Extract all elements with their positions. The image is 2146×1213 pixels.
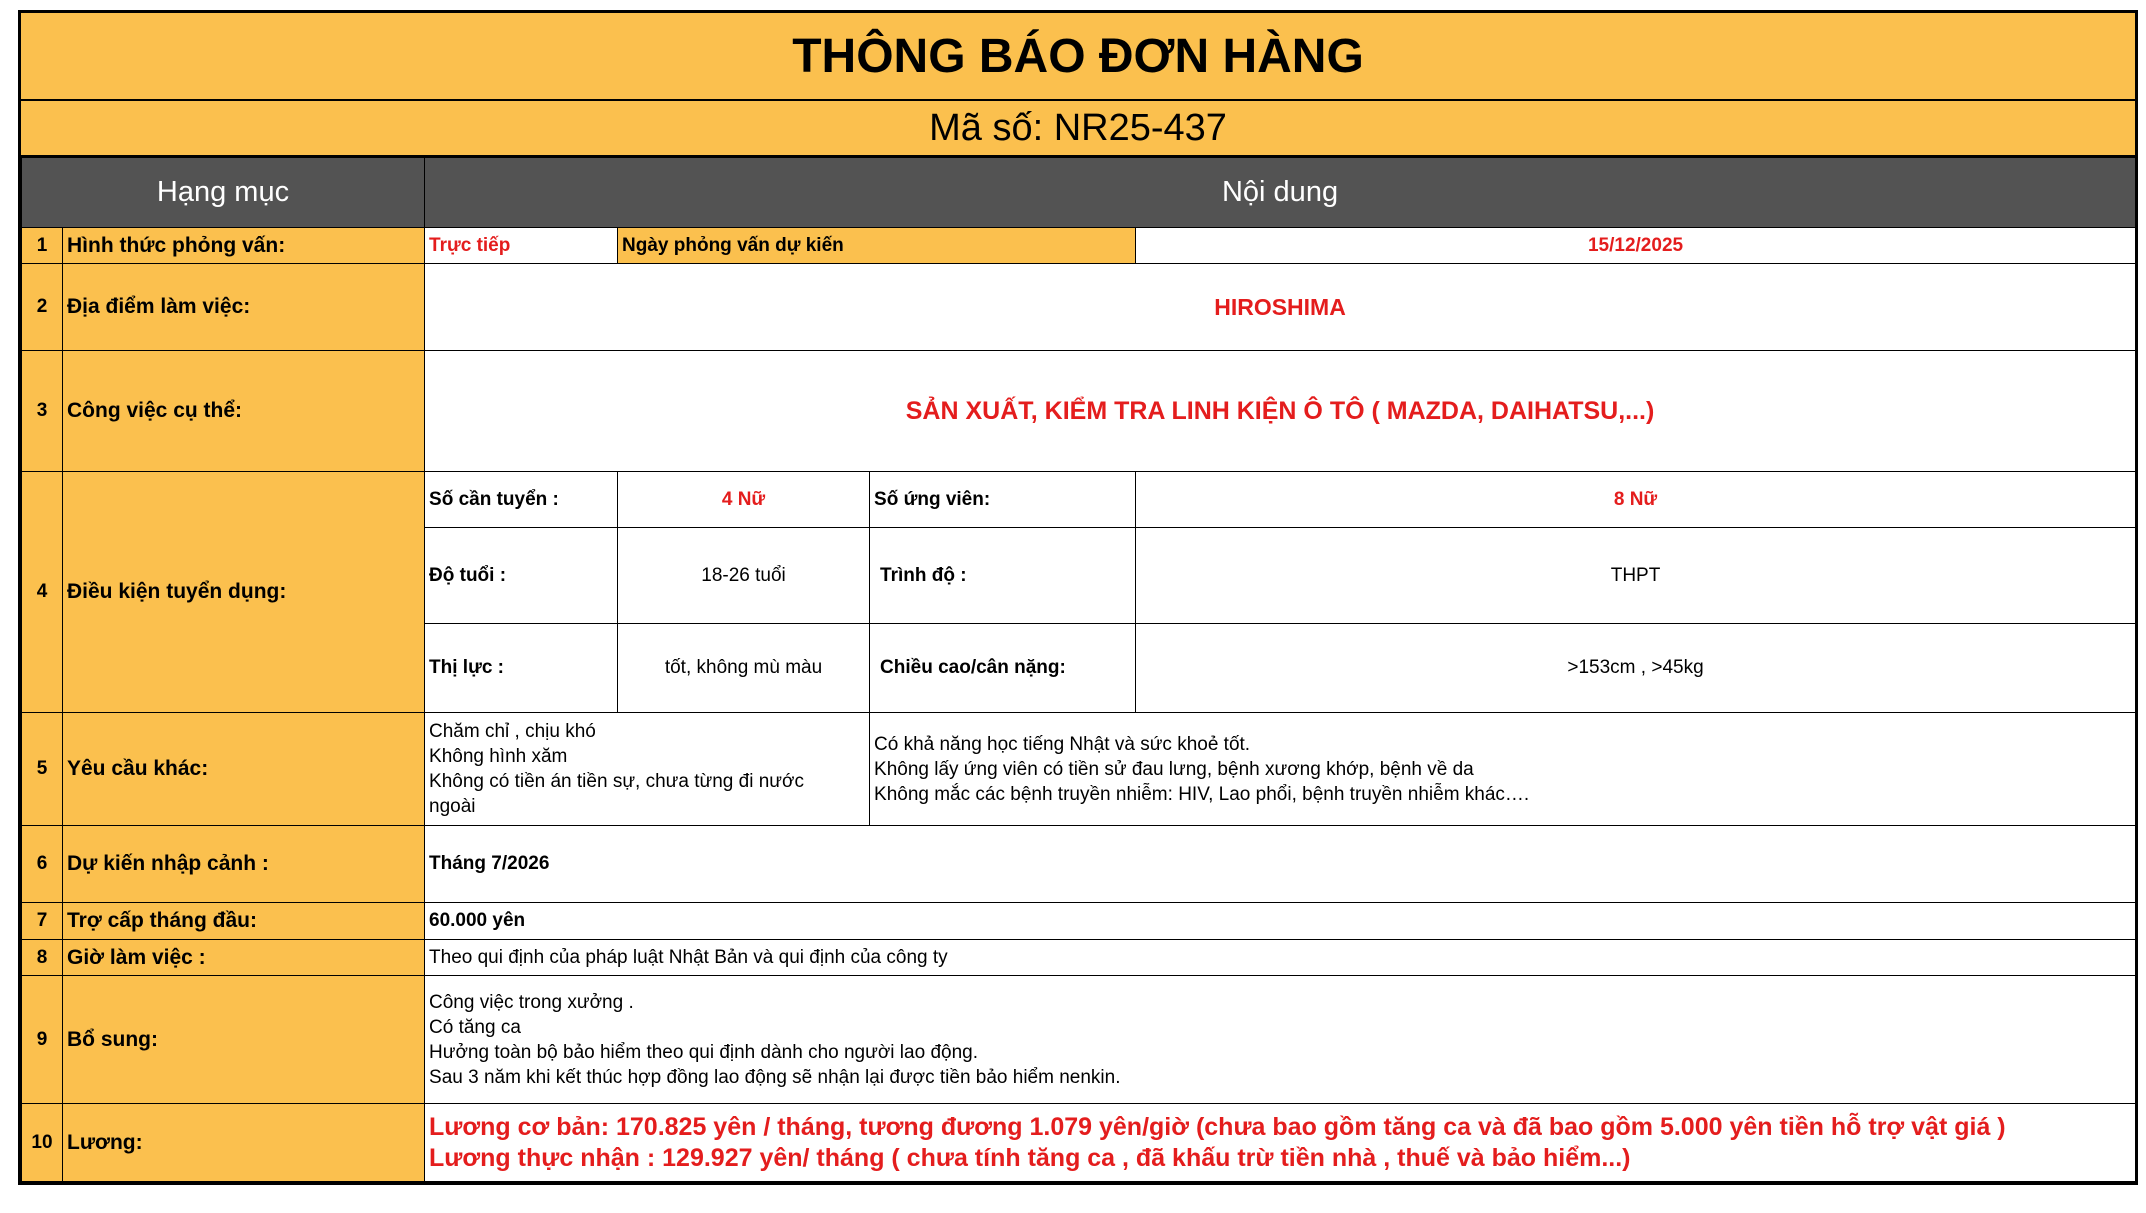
work-location: HIROSHIMA — [425, 264, 2136, 351]
education-value: THPT — [1136, 528, 2136, 624]
table-row — [22, 351, 2136, 472]
row-number: 10 — [22, 1104, 63, 1182]
row-number: 2 — [22, 264, 63, 351]
row-number: 9 — [22, 976, 63, 1104]
requirement-line: Không có tiền án tiền sự, chưa từng đi nước — [429, 771, 804, 792]
height-weight-value: >153cm , >45kg — [1136, 624, 2136, 713]
order-table — [21, 157, 2136, 1182]
requirement-line: Không mắc các bệnh truyền nhiễm: HIV, Lao phổi, bệnh truyền nhiễm khác…. — [874, 783, 1530, 805]
additional-line: Sau 3 năm khi kết thúc hợp đồng lao động sẽ nhận lại được tiền bảo hiểm nenkin. — [429, 1066, 1121, 1088]
row-number: 6 — [22, 826, 63, 903]
row-number: 7 — [22, 903, 63, 940]
age-label: Độ tuổi : — [425, 528, 618, 624]
order-code: Mã số: NR25-437 — [21, 101, 2135, 157]
candidate-count: 8 Nữ — [1136, 472, 2136, 528]
education-label: Trình độ : — [870, 528, 1136, 624]
interview-date-label: Ngày phỏng vấn dự kiến — [618, 228, 1136, 264]
row-number: 5 — [22, 713, 63, 826]
vision-value: tốt, không mù màu — [618, 624, 870, 713]
additional-line: Công việc trong xưởng . — [429, 991, 634, 1013]
age-value: 18-26 tuổi — [618, 528, 870, 624]
row-label: Công việc cụ thể: — [63, 351, 425, 472]
row-label: Hình thức phỏng vấn: — [63, 228, 425, 264]
other-requirements-left — [425, 713, 870, 826]
working-hours: Theo qui định của pháp luật Nhật Bản và qui định của công ty — [425, 940, 2136, 976]
additional-line: Hưởng toàn bộ bảo hiểm theo qui định dành cho người lao động. — [429, 1041, 978, 1063]
candidate-count-label: Số ứng viên: — [870, 472, 1136, 528]
row-label: Trợ cấp tháng đầu: — [63, 903, 425, 940]
recruit-count-label: Số cần tuyển : — [425, 472, 618, 528]
first-month-allowance: 60.000 yên — [425, 903, 2136, 940]
requirement-line: Chăm chỉ , chịu khó — [429, 721, 596, 742]
table-row — [22, 228, 2136, 264]
header-category: Hạng mục — [22, 158, 425, 228]
row-label: Lương: — [63, 1104, 425, 1182]
order-notice-sheet — [18, 10, 2138, 1185]
row-label: Yêu cầu khác: — [63, 713, 425, 826]
row-number: 3 — [22, 351, 63, 472]
table-row — [22, 264, 2136, 351]
vision-label: Thị lực : — [425, 624, 618, 713]
salary-info — [425, 1104, 2136, 1182]
recruit-count: 4 Nữ — [618, 472, 870, 528]
table-header-row — [22, 158, 2136, 228]
header-content: Nội dung — [425, 158, 2136, 228]
table-row — [22, 976, 2136, 1104]
interview-date: 15/12/2025 — [1136, 228, 2136, 264]
table-row — [22, 472, 2136, 528]
table-row — [22, 826, 2136, 903]
row-number: 1 — [22, 228, 63, 264]
table-row — [22, 713, 2136, 826]
row-label: Bổ sung: — [63, 976, 425, 1104]
page-title: THÔNG BÁO ĐƠN HÀNG — [21, 13, 2135, 101]
height-weight-label: Chiều cao/cân nặng: — [870, 624, 1136, 713]
additional-line: Có tăng ca — [429, 1016, 521, 1038]
net-salary: Lương thực nhận : 129.927 yên/ tháng ( chưa tính tăng ca , đã khấu trừ tiền nhà , thuế và bảo hiểm...) — [429, 1143, 1631, 1172]
row-label: Điều kiện tuyển dụng: — [63, 472, 425, 713]
row-label: Địa điểm làm việc: — [63, 264, 425, 351]
table-row — [22, 1104, 2136, 1182]
interview-format: Trực tiếp — [425, 228, 618, 264]
table-row — [22, 940, 2136, 976]
row-label: Giờ làm việc : — [63, 940, 425, 976]
requirement-line: ngoài — [429, 796, 476, 817]
table-row — [22, 903, 2136, 940]
basic-salary: Lương cơ bản: 170.825 yên / tháng, tương đương 1.079 yên/giờ (chưa bao gồm tăng ca và đã bao gồm 5.000 yên tiền hỗ trợ vật giá ) — [429, 1112, 2006, 1141]
row-number: 4 — [22, 472, 63, 713]
requirement-line: Có khả năng học tiếng Nhật và sức khoẻ tốt. — [874, 733, 1251, 755]
requirement-line: Không hình xăm — [429, 746, 568, 767]
row-label: Dự kiến nhập cảnh : — [63, 826, 425, 903]
expected-entry: Tháng 7/2026 — [425, 826, 2136, 903]
requirement-line: Không lấy ứng viên có tiền sử đau lưng, bệnh xương khớp, bệnh về da — [874, 758, 1474, 780]
row-number: 8 — [22, 940, 63, 976]
job-description: SẢN XUẤT, KIỂM TRA LINH KIỆN Ô TÔ ( MAZDA, DAIHATSU,...) — [425, 351, 2136, 472]
other-requirements-right — [870, 713, 2136, 826]
additional-info — [425, 976, 2136, 1104]
